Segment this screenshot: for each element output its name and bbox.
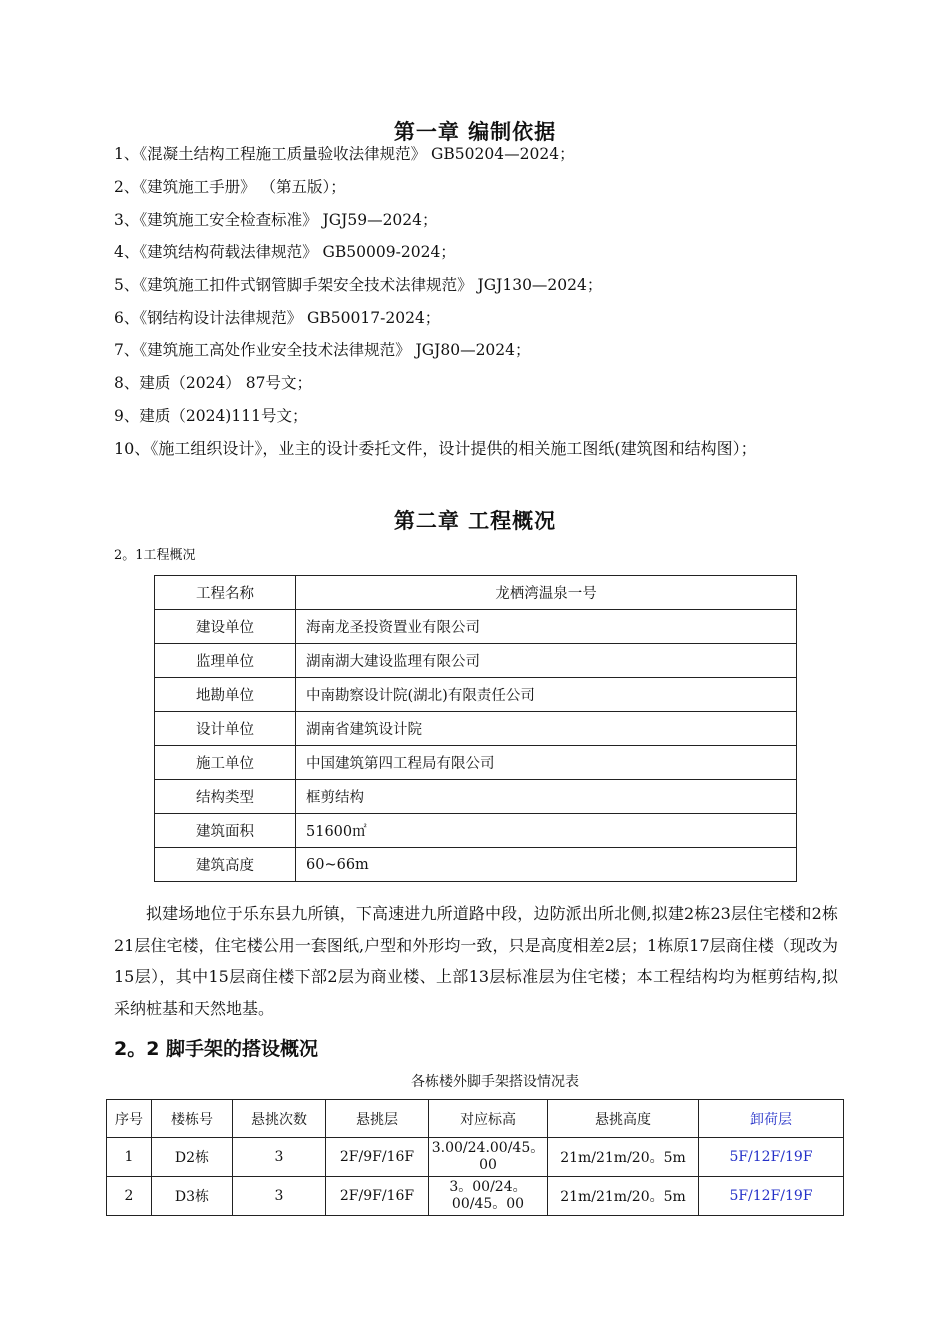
site-description: 拟建场地位于乐东县九所镇，下高速进九所道路中段，边防派出所北侧,拟建2栋23层住宅楼和2栋21层住宅楼，住宅楼公用一套图纸,户型和外形均一致，只是高度相差2层；1栋原17层商住楼（现改为15层），其中15层商住楼下部2层为商业楼、上部13层标准层为住宅楼；本工程结构均为框剪结构,拟采纳桩基和天然地基。 xyxy=(114,904,838,1018)
table-cell: 1 xyxy=(107,1138,152,1177)
table-cell: 3 xyxy=(233,1177,326,1216)
reference-item: 2、《建筑施工手册》 （第五版）； xyxy=(114,178,346,196)
table-row xyxy=(155,610,797,644)
chapter2-title: 第二章 工程概况 xyxy=(393,509,557,533)
table-cell: D3栋 xyxy=(152,1177,233,1216)
column-header: 楼栋号 xyxy=(152,1100,233,1138)
table-row xyxy=(155,780,797,814)
table-row xyxy=(107,1177,844,1216)
table-value: 51600㎡ xyxy=(296,814,797,848)
table-cell: D2栋 xyxy=(152,1138,233,1177)
table-key: 工程名称 xyxy=(155,576,296,610)
section-2-1-heading: 2。1工程概况 xyxy=(114,548,196,563)
table-key: 监理单位 xyxy=(155,644,296,678)
reference-item-10: 10、《施工组织设计》，业主的设计委托文件，设计提供的相关施工图纸(建筑图和结构图）； xyxy=(114,439,757,458)
column-header: 悬挑高度 xyxy=(548,1100,699,1138)
table-cell: 2 xyxy=(107,1177,152,1216)
section-2-2-heading: 2。2 脚手架的搭设概况 xyxy=(114,1038,319,1060)
reference-item: 4、《建筑结构荷载法律规范》 GB50009-2024； xyxy=(114,243,456,261)
reference-item: 1、《混凝土结构工程施工质量验收法律规范》 GB50204—2024； xyxy=(114,145,575,163)
table-value: 海南龙圣投资置业有限公司 xyxy=(296,610,797,644)
column-header: 悬挑层 xyxy=(326,1100,429,1138)
column-header: 悬挑次数 xyxy=(233,1100,326,1138)
reference-item: 3、《建筑施工安全检查标准》 JGJ59—2024； xyxy=(114,211,438,229)
reference-item: 5、《建筑施工扣件式钢管脚手架安全技术法律规范》 JGJ130—2024； xyxy=(114,276,603,294)
table-value: 湖南省建筑设计院 xyxy=(296,712,797,746)
scaffold-table-title: 各栋楼外脚手架搭设情况表 xyxy=(411,1074,579,1090)
table-key: 建设单位 xyxy=(155,610,296,644)
table-value: 中国建筑第四工程局有限公司 xyxy=(296,746,797,780)
table-cell: 3 xyxy=(233,1138,326,1177)
table-key: 施工单位 xyxy=(155,746,296,780)
table-cell: 21m/21m/20。5m xyxy=(548,1177,699,1216)
table-row xyxy=(107,1138,844,1177)
project-overview-table xyxy=(154,575,797,882)
table-value: 60~66m xyxy=(296,848,797,882)
table-cell: 5F/12F/19F xyxy=(699,1138,844,1177)
table-cell: 2F/9F/16F xyxy=(326,1138,429,1177)
column-header: 对应标高 xyxy=(429,1100,548,1138)
table-value: 框剪结构 xyxy=(296,780,797,814)
reference-item: 9、建质（2024)111号文； xyxy=(114,407,308,425)
table-cell: 3。00/24。00/45。00 xyxy=(429,1177,548,1216)
table-row xyxy=(155,678,797,712)
table-cell: 21m/21m/20。5m xyxy=(548,1138,699,1177)
table-row xyxy=(155,746,797,780)
reference-item: 8、建质（2024） 87号文； xyxy=(114,374,312,392)
table-key: 地勘单位 xyxy=(155,678,296,712)
table-cell: 2F/9F/16F xyxy=(326,1177,429,1216)
reference-item: 6、《钢结构设计法律规范》 GB50017-2024； xyxy=(114,309,441,327)
table-cell: 5F/12F/19F xyxy=(699,1177,844,1216)
table-cell: 3.00/24.00/45。00 xyxy=(429,1138,548,1177)
table-value: 中南勘察设计院(湖北)有限责任公司 xyxy=(296,678,797,712)
chapter1-title: 第一章 编制依据 xyxy=(393,120,557,144)
scaffold-table xyxy=(106,1099,844,1216)
table-row xyxy=(155,644,797,678)
column-header: 序号 xyxy=(107,1100,152,1138)
table-value: 湖南湖大建设监理有限公司 xyxy=(296,644,797,678)
table-key: 建筑面积 xyxy=(155,814,296,848)
reference-item: 7、《建筑施工高处作业安全技术法律规范》 JGJ80—2024； xyxy=(114,341,531,359)
table-value: 龙栖湾温泉一号 xyxy=(296,576,797,610)
table-key: 结构类型 xyxy=(155,780,296,814)
table-header-row xyxy=(107,1100,844,1138)
table-row xyxy=(155,576,797,610)
table-key: 建筑高度 xyxy=(155,848,296,882)
table-key: 设计单位 xyxy=(155,712,296,746)
table-row xyxy=(155,848,797,882)
column-header: 卸荷层 xyxy=(699,1100,844,1138)
table-row xyxy=(155,712,797,746)
table-row xyxy=(155,814,797,848)
